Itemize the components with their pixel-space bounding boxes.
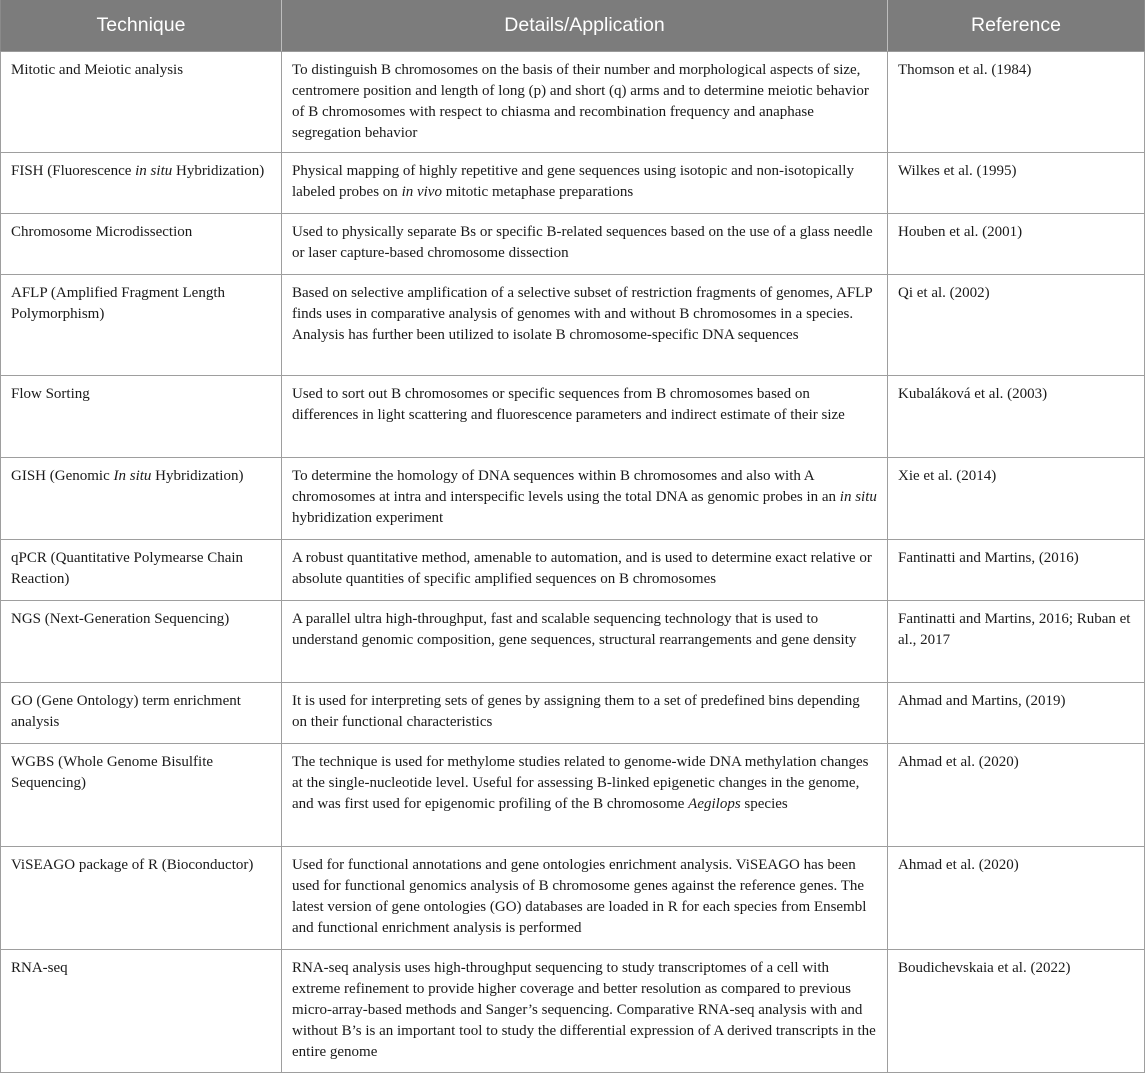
table-body	[1, 52, 1145, 1073]
technique-cell: qPCR (Quantitative Polymearse Chain Reaction)	[1, 540, 282, 601]
reference-cell: Ahmad et al. (2020)	[888, 744, 1145, 847]
table-row	[1, 52, 1145, 153]
reference-cell: Boudichevskaia et al. (2022)	[888, 950, 1145, 1073]
technique-cell: AFLP (Amplified Fragment Length Polymorphism)	[1, 275, 282, 376]
details-cell: Based on selective amplification of a selective subset of restriction fragments of genomes, AFLP finds uses in comparative analysis of genomes with and without B chromosomes in a species. Analysis has further been utilized to isolate B chromosome-specific DNA sequences	[282, 275, 888, 376]
technique-cell: GO (Gene Ontology) term enrichment analysis	[1, 683, 282, 744]
technique-cell: ViSEAGO package of R (Bioconductor)	[1, 847, 282, 950]
details-cell: It is used for interpreting sets of genes by assigning them to a set of predefined bins depending on their functional characteristics	[282, 683, 888, 744]
details-cell: A robust quantitative method, amenable to automation, and is used to determine exact relative or absolute quantities of specific amplified sequences on B chromosomes	[282, 540, 888, 601]
reference-cell: Ahmad et al. (2020)	[888, 847, 1145, 950]
details-cell: Used to physically separate Bs or specific B-related sequences based on the use of a glass needle or laser capture-based chromosome dissection	[282, 214, 888, 275]
technique-cell: Mitotic and Meiotic analysis	[1, 52, 282, 153]
reference-cell: Xie et al. (2014)	[888, 458, 1145, 540]
details-cell: To determine the homology of DNA sequences within B chromosomes and also with A chromosomes at intra and interspecific levels using the total DNA as genomic probes in an in situ hybridization experiment	[282, 458, 888, 540]
reference-cell: Thomson et al. (1984)	[888, 52, 1145, 153]
table-row	[1, 744, 1145, 847]
table-header	[1, 0, 1145, 52]
table-row	[1, 540, 1145, 601]
header-technique: Technique	[1, 0, 282, 52]
reference-cell: Houben et al. (2001)	[888, 214, 1145, 275]
header-reference: Reference	[888, 0, 1145, 52]
table-row	[1, 683, 1145, 744]
technique-cell: Chromosome Microdissection	[1, 214, 282, 275]
reference-cell: Fantinatti and Martins, 2016; Ruban et al., 2017	[888, 601, 1145, 683]
table-row	[1, 275, 1145, 376]
technique-cell: RNA-seq	[1, 950, 282, 1073]
table-row	[1, 376, 1145, 458]
details-cell: The technique is used for methylome studies related to genome-wide DNA methylation changes at the single-nucleotide level. Useful for assessing B-linked epigenetic changes in the genome, and was first used for epigenomic profiling of the B chromosome Aegilops species	[282, 744, 888, 847]
details-cell: A parallel ultra high-throughput, fast and scalable sequencing technology that is used to understand genomic composition, gene sequences, structural rearrangements and gene density	[282, 601, 888, 683]
details-cell: RNA-seq analysis uses high-throughput sequencing to study transcriptomes of a cell with extreme refinement to provide higher coverage and better resolution as compared to previous micro-array-based methods and Sanger’s sequencing. Comparative RNA-seq analysis with and without B’s is an important tool to study the differential expression of A derived transcripts in the entire genome	[282, 950, 888, 1073]
reference-cell: Fantinatti and Martins, (2016)	[888, 540, 1145, 601]
details-cell: Physical mapping of highly repetitive and gene sequences using isotopic and non-isotopically labeled probes on in vivo mitotic metaphase preparations	[282, 153, 888, 214]
header-row	[1, 0, 1145, 52]
reference-cell: Kubaláková et al. (2003)	[888, 376, 1145, 458]
header-details: Details/Application	[282, 0, 888, 52]
details-cell: To distinguish B chromosomes on the basis of their number and morphological aspects of size, centromere position and length of long (p) and short (q) arms and to determine meiotic behavior of B chromosomes with respect to chiasma and recombination frequency and anaphase segregation behavior	[282, 52, 888, 153]
technique-cell: Flow Sorting	[1, 376, 282, 458]
technique-cell: NGS (Next-Generation Sequencing)	[1, 601, 282, 683]
reference-cell: Ahmad and Martins, (2019)	[888, 683, 1145, 744]
table-row	[1, 214, 1145, 275]
technique-cell: GISH (Genomic In situ Hybridization)	[1, 458, 282, 540]
table-row	[1, 950, 1145, 1073]
table-row	[1, 601, 1145, 683]
table-row	[1, 847, 1145, 950]
reference-cell: Wilkes et al. (1995)	[888, 153, 1145, 214]
technique-cell: FISH (Fluorescence in situ Hybridization)	[1, 153, 282, 214]
technique-cell: WGBS (Whole Genome Bisulfite Sequencing)	[1, 744, 282, 847]
table-row	[1, 153, 1145, 214]
table-row	[1, 458, 1145, 540]
reference-cell: Qi et al. (2002)	[888, 275, 1145, 376]
details-cell: Used to sort out B chromosomes or specific sequences from B chromosomes based on differences in light scattering and fluorescence parameters and indirect estimate of their size	[282, 376, 888, 458]
details-cell: Used for functional annotations and gene ontologies enrichment analysis. ViSEAGO has been used for functional genomics analysis of B chromosome genes against the reference genes. The latest version of gene ontologies (GO) databases are loaded in R for each species from Ensembl and functional enrichment analysis is performed	[282, 847, 888, 950]
